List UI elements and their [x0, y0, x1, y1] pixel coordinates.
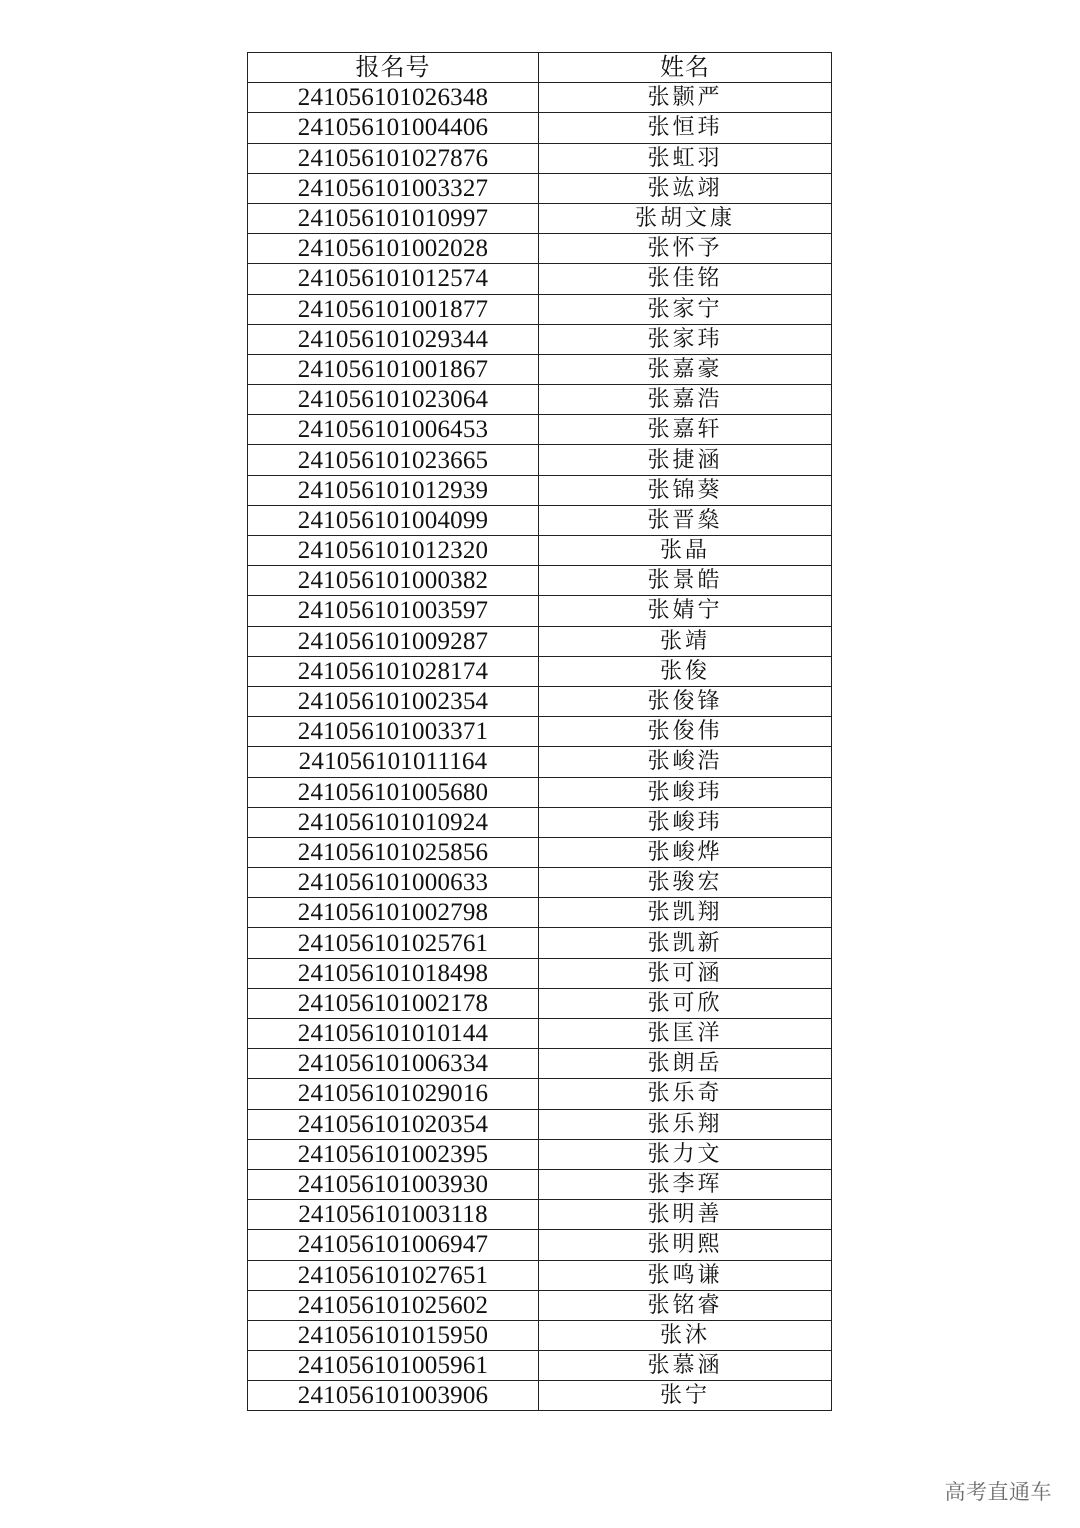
table-row	[248, 234, 832, 264]
table-row	[248, 445, 832, 475]
name-cell: 张婧宁	[539, 596, 832, 626]
name-cell: 张李珲	[539, 1169, 832, 1199]
column-header-registration-number: 报名号	[248, 53, 539, 83]
table-row	[248, 415, 832, 445]
name-cell: 张明善	[539, 1200, 832, 1230]
table-header-row	[248, 53, 832, 83]
registration-number-cell: 241056101023665	[248, 445, 539, 475]
registration-number-cell: 241056101001867	[248, 354, 539, 384]
admission-list-table-container	[247, 52, 831, 1411]
table-row	[248, 173, 832, 203]
name-cell: 张景皓	[539, 566, 832, 596]
name-cell: 张峻玮	[539, 807, 832, 837]
table-row	[248, 1260, 832, 1290]
registration-number-cell: 241056101003327	[248, 173, 539, 203]
name-cell: 张锦葵	[539, 475, 832, 505]
table-row	[248, 1200, 832, 1230]
registration-number-cell: 241056101025856	[248, 837, 539, 867]
table-row	[248, 686, 832, 716]
name-cell: 张匡洋	[539, 1019, 832, 1049]
name-cell: 张俊伟	[539, 717, 832, 747]
table-row	[248, 1109, 832, 1139]
name-cell: 张凯新	[539, 928, 832, 958]
table-body	[248, 83, 832, 1411]
table-row	[248, 505, 832, 535]
registration-number-cell: 241056101012939	[248, 475, 539, 505]
registration-number-cell: 241056101002028	[248, 234, 539, 264]
table-row	[248, 264, 832, 294]
registration-number-cell: 241056101010997	[248, 203, 539, 233]
name-cell: 张嘉浩	[539, 385, 832, 415]
name-cell: 张颢严	[539, 83, 832, 113]
registration-number-cell: 241056101006453	[248, 415, 539, 445]
registration-number-cell: 241056101002354	[248, 686, 539, 716]
name-cell: 张峻浩	[539, 747, 832, 777]
admission-list-table	[247, 52, 832, 1411]
registration-number-cell: 241056101003371	[248, 717, 539, 747]
registration-number-cell: 241056101003930	[248, 1169, 539, 1199]
registration-number-cell: 241056101025761	[248, 928, 539, 958]
name-cell: 张家宁	[539, 294, 832, 324]
registration-number-cell: 241056101026348	[248, 83, 539, 113]
table-row	[248, 837, 832, 867]
table-row	[248, 958, 832, 988]
registration-number-cell: 241056101025602	[248, 1290, 539, 1320]
table-row	[248, 807, 832, 837]
registration-number-cell: 241056101029344	[248, 324, 539, 354]
registration-number-cell: 241056101029016	[248, 1079, 539, 1109]
name-cell: 张嘉豪	[539, 354, 832, 384]
table-row	[248, 354, 832, 384]
name-cell: 张竑翊	[539, 173, 832, 203]
registration-number-cell: 241056101006947	[248, 1230, 539, 1260]
column-header-name: 姓名	[539, 53, 832, 83]
name-cell: 张晋燊	[539, 505, 832, 535]
name-cell: 张晶	[539, 536, 832, 566]
table-row	[248, 1169, 832, 1199]
name-cell: 张靖	[539, 626, 832, 656]
registration-number-cell: 241056101004099	[248, 505, 539, 535]
name-cell: 张乐翔	[539, 1109, 832, 1139]
registration-number-cell: 241056101000382	[248, 566, 539, 596]
table-row	[248, 747, 832, 777]
table-row	[248, 475, 832, 505]
name-cell: 张凯翔	[539, 898, 832, 928]
name-cell: 张乐奇	[539, 1079, 832, 1109]
registration-number-cell: 241056101000633	[248, 868, 539, 898]
registration-number-cell: 241056101002395	[248, 1139, 539, 1169]
table-row	[248, 1049, 832, 1079]
table-row	[248, 1019, 832, 1049]
name-cell: 张鸣谦	[539, 1260, 832, 1290]
registration-number-cell: 241056101012320	[248, 536, 539, 566]
registration-number-cell: 241056101011164	[248, 747, 539, 777]
registration-number-cell: 241056101005680	[248, 777, 539, 807]
table-row	[248, 1320, 832, 1350]
registration-number-cell: 241056101003118	[248, 1200, 539, 1230]
registration-number-cell: 241056101027876	[248, 143, 539, 173]
name-cell: 张胡文康	[539, 203, 832, 233]
table-row	[248, 1351, 832, 1381]
name-cell: 张明熙	[539, 1230, 832, 1260]
registration-number-cell: 241056101012574	[248, 264, 539, 294]
registration-number-cell: 241056101002178	[248, 988, 539, 1018]
table-row	[248, 1139, 832, 1169]
registration-number-cell: 241056101018498	[248, 958, 539, 988]
table-row	[248, 777, 832, 807]
table-row	[248, 928, 832, 958]
name-cell: 张骏宏	[539, 868, 832, 898]
table-row	[248, 1381, 832, 1411]
table-row	[248, 385, 832, 415]
registration-number-cell: 241056101027651	[248, 1260, 539, 1290]
table-row	[248, 898, 832, 928]
name-cell: 张虹羽	[539, 143, 832, 173]
registration-number-cell: 241056101003906	[248, 1381, 539, 1411]
name-cell: 张可涵	[539, 958, 832, 988]
name-cell: 张怀予	[539, 234, 832, 264]
name-cell: 张俊	[539, 656, 832, 686]
name-cell: 张峻烨	[539, 837, 832, 867]
table-row	[248, 203, 832, 233]
table-row	[248, 626, 832, 656]
table-row	[248, 536, 832, 566]
table-row	[248, 1290, 832, 1320]
table-row	[248, 868, 832, 898]
watermark-text: 高考直通车	[944, 1480, 1052, 1504]
table-row	[248, 566, 832, 596]
name-cell: 张宁	[539, 1381, 832, 1411]
name-cell: 张慕涵	[539, 1351, 832, 1381]
registration-number-cell: 241056101028174	[248, 656, 539, 686]
table-row	[248, 596, 832, 626]
table-row	[248, 113, 832, 143]
name-cell: 张可欣	[539, 988, 832, 1018]
name-cell: 张力文	[539, 1139, 832, 1169]
table-row	[248, 1079, 832, 1109]
registration-number-cell: 241056101009287	[248, 626, 539, 656]
registration-number-cell: 241056101015950	[248, 1320, 539, 1350]
registration-number-cell: 241056101010144	[248, 1019, 539, 1049]
table-row	[248, 1230, 832, 1260]
name-cell: 张嘉轩	[539, 415, 832, 445]
registration-number-cell: 241056101010924	[248, 807, 539, 837]
registration-number-cell: 241056101020354	[248, 1109, 539, 1139]
table-row	[248, 717, 832, 747]
table-row	[248, 294, 832, 324]
table-row	[248, 143, 832, 173]
name-cell: 张家玮	[539, 324, 832, 354]
name-cell: 张峻玮	[539, 777, 832, 807]
name-cell: 张俊锋	[539, 686, 832, 716]
name-cell: 张朗岳	[539, 1049, 832, 1079]
registration-number-cell: 241056101023064	[248, 385, 539, 415]
name-cell: 张捷涵	[539, 445, 832, 475]
table-row	[248, 324, 832, 354]
name-cell: 张恒玮	[539, 113, 832, 143]
name-cell: 张佳铭	[539, 264, 832, 294]
registration-number-cell: 241056101002798	[248, 898, 539, 928]
table-row	[248, 988, 832, 1018]
table-row	[248, 83, 832, 113]
registration-number-cell: 241056101006334	[248, 1049, 539, 1079]
name-cell: 张沐	[539, 1320, 832, 1350]
name-cell: 张铭睿	[539, 1290, 832, 1320]
registration-number-cell: 241056101003597	[248, 596, 539, 626]
table-row	[248, 656, 832, 686]
registration-number-cell: 241056101005961	[248, 1351, 539, 1381]
registration-number-cell: 241056101004406	[248, 113, 539, 143]
registration-number-cell: 241056101001877	[248, 294, 539, 324]
